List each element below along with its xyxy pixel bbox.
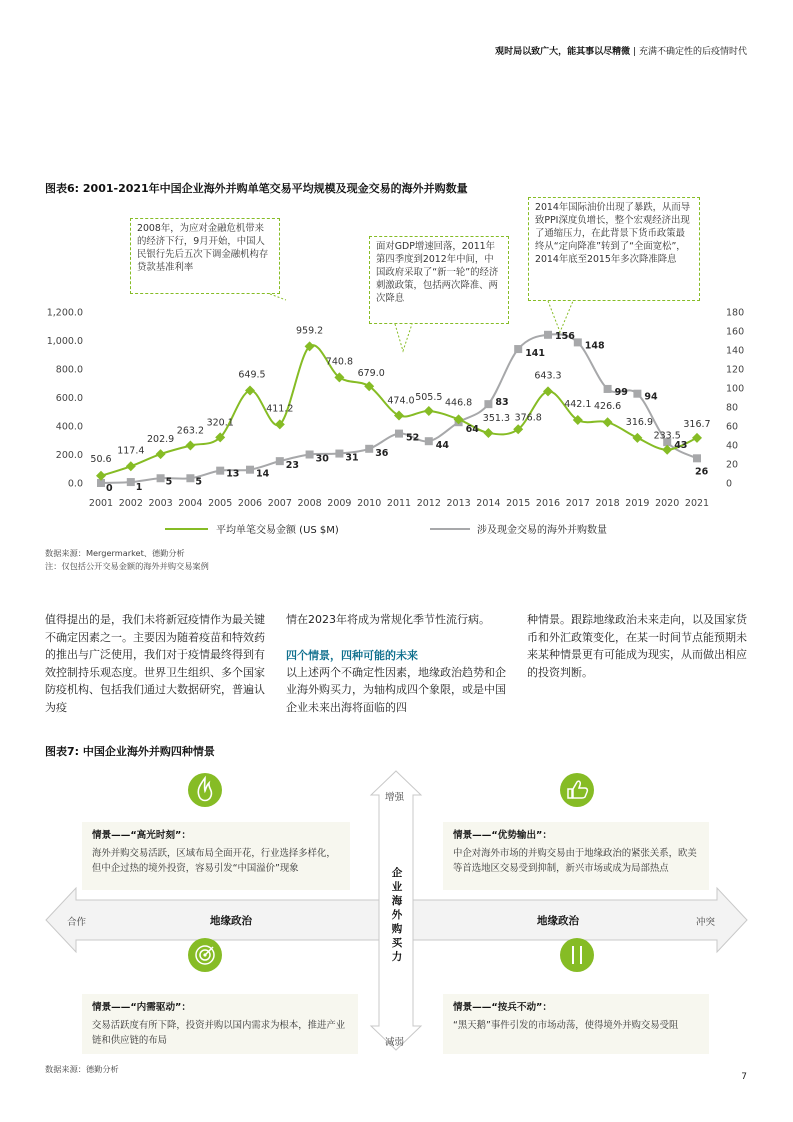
callout-2011: 面对GDP增速回落，2011年第四季度到2012年中间，中国政府采取了“新一轮”的经济刺激政策，包括两次降准、两次降息 xyxy=(369,236,509,324)
callout-pointers xyxy=(270,294,573,351)
axis-top-label: 增强 xyxy=(385,792,405,803)
x-tick-label: 2013 xyxy=(446,498,471,509)
data-point-cash-deals xyxy=(216,467,224,475)
page-number: 7 xyxy=(741,1072,747,1082)
data-label-cash-deals: 99 xyxy=(614,386,628,398)
y-right-tick-label: 160 xyxy=(726,326,745,338)
data-label-avg-deal-size: 316.9 xyxy=(625,416,654,428)
data-label-cash-deals: 0 xyxy=(106,483,113,494)
y-right-tick-label: 120 xyxy=(726,364,745,376)
data-point-avg-deal-size xyxy=(394,410,404,420)
thumbs-up-icon xyxy=(560,773,594,807)
scenario-body: 中企对海外市场的并购交易由于地缘政治的紧张关系，欧美等首选地区交易受到抑制，新兴市场或成为局部热点 xyxy=(453,848,697,874)
data-label-avg-deal-size: 202.9 xyxy=(146,434,175,446)
data-point-cash-deals xyxy=(604,385,612,393)
y-right-tick-label: 100 xyxy=(726,383,745,395)
axis-right-label: 冲突 xyxy=(696,917,716,928)
x-tick-label: 2009 xyxy=(327,498,352,509)
data-label-avg-deal-size: 442.1 xyxy=(564,399,592,411)
data-label-avg-deal-size: 649.5 xyxy=(238,369,266,381)
y-right-tick-label: 140 xyxy=(726,345,745,357)
data-point-cash-deals xyxy=(306,451,314,459)
data-point-cash-deals xyxy=(574,338,582,346)
y-left-tick-label: 200.0 xyxy=(55,450,83,461)
geopolitics-label-left: 地缘政治 xyxy=(210,915,252,927)
y-left-tick-label: 800.0 xyxy=(55,364,83,376)
data-label-avg-deal-size: 320.1 xyxy=(206,417,234,429)
x-tick-label: 2007 xyxy=(267,498,292,509)
data-point-avg-deal-size xyxy=(245,385,255,395)
y-right-tick-label: 180 xyxy=(726,307,745,319)
scenario-title: 情景——“优势输出”： xyxy=(453,830,552,841)
data-label-cash-deals: 156 xyxy=(555,330,575,342)
scenario-card-highlight xyxy=(82,822,350,890)
target-icon xyxy=(188,938,222,972)
data-point-avg-deal-size xyxy=(185,440,195,450)
callout-2008: 2008年，为应对金融危机带来的经济下行，9月开始，中国人民银行先后五次下调金融机构存贷款基准利率 xyxy=(130,218,280,294)
y-left-tick-label: 0.0 xyxy=(67,478,83,490)
x-tick-label: 2008 xyxy=(297,498,322,509)
data-point-avg-deal-size xyxy=(126,461,136,471)
data-point-avg-deal-size xyxy=(692,433,702,443)
data-label-cash-deals: 94 xyxy=(644,391,658,403)
x-tick-label: 2010 xyxy=(357,498,382,509)
x-tick-label: 2012 xyxy=(416,498,441,509)
x-tick-label: 2020 xyxy=(655,498,680,509)
data-point-cash-deals xyxy=(276,457,284,465)
x-tick-label: 2004 xyxy=(178,498,203,509)
data-label-avg-deal-size: 351.3 xyxy=(482,412,511,424)
callout-2014: 2014年国际油价出现了暴跌，从而导致PPI深度负增长，整个宏观经济出现了通缩压力，在此背景下货币政策最终从“定向降准”转到了“全面宽松”，2014年底至2015年多次降准降息 xyxy=(528,197,700,301)
y-right-tick-label: 80 xyxy=(726,402,739,414)
data-label-cash-deals: 36 xyxy=(375,447,389,459)
data-point-cash-deals xyxy=(484,400,492,408)
data-label-avg-deal-size: 411.2 xyxy=(266,403,294,415)
y-left-tick-label: 400.0 xyxy=(55,421,83,433)
data-label-avg-deal-size: 740.8 xyxy=(325,356,354,368)
data-label-avg-deal-size: 426.6 xyxy=(593,401,622,413)
data-point-cash-deals xyxy=(395,430,403,438)
x-tick-label: 2021 xyxy=(684,498,710,509)
data-label-cash-deals: 43 xyxy=(674,440,688,452)
data-point-cash-deals xyxy=(544,331,552,339)
data-label-cash-deals: 30 xyxy=(315,453,329,465)
x-tick-label: 2005 xyxy=(208,498,233,509)
figure-6-title: 图表6: 2001-2021年中国企业海外并购单笔交易平均规模及现金交易的海外并购数量 xyxy=(45,182,468,195)
data-label-avg-deal-size: 959.2 xyxy=(295,325,324,337)
y-left-tick-label: 1,000.0 xyxy=(46,336,83,347)
legend-label-cash-deals: 涉及现金交易的海外并购数量 xyxy=(477,525,607,536)
scenario-card-domestic xyxy=(82,994,358,1054)
axis-bottom-label: 减弱 xyxy=(385,1037,405,1048)
data-label-cash-deals: 31 xyxy=(345,452,359,464)
data-label-avg-deal-size: 643.3 xyxy=(534,370,562,382)
data-label-avg-deal-size: 505.5 xyxy=(415,391,443,403)
x-tick-label: 2016 xyxy=(535,498,561,509)
data-point-cash-deals xyxy=(186,474,194,482)
pause-icon xyxy=(560,938,594,972)
x-tick-label: 2011 xyxy=(386,498,412,509)
figure-7-title: 图表7: 中国企业海外并购四种情景 xyxy=(45,745,215,758)
section-heading: 四个情景，四种可能的未来 xyxy=(286,648,418,662)
figure-6-source: 数据来源：Mergermarket、德勤分析 xyxy=(45,548,185,558)
data-label-cash-deals: 5 xyxy=(195,476,203,488)
header-separator: | xyxy=(633,47,637,57)
text-column-1: 值得提出的是，我们未将新冠疫情作为最关键不确定因素之一。主要因为随着疫苗和特效药的推出与广泛使用，我们对于疫情最终得到有效控制持乐观态度。世界卫生组织、多个国家防疫机构、包括我们通过大数据研究，普遍认为疫 xyxy=(45,613,265,714)
data-label-cash-deals: 44 xyxy=(435,440,450,452)
data-point-cash-deals xyxy=(693,454,701,462)
x-tick-label: 2017 xyxy=(565,498,590,509)
scenario-body: “黑天鹅”事件引发的市场动荡，使得境外并购交易受阻 xyxy=(453,1020,679,1031)
data-label-cash-deals: 23 xyxy=(285,460,300,472)
scenario-body: 交易活跃度有所下降，投资并购以国内需求为根本，推进产业链和供应链的布局 xyxy=(92,1020,346,1046)
text-column-2: 情在2023年将成为常规化季节性流行病。 xyxy=(286,613,490,626)
data-label-cash-deals: 1 xyxy=(135,482,143,494)
data-label-avg-deal-size: 474.0 xyxy=(387,395,415,407)
data-label-cash-deals: 64 xyxy=(465,424,479,436)
purchasing-power-label: 企业海外购买力 xyxy=(391,867,403,963)
x-tick-label: 2019 xyxy=(625,498,650,509)
data-label-avg-deal-size: 446.8 xyxy=(444,397,473,409)
figure-6-note: 注：仅包括公开交易金额的海外并购交易案例 xyxy=(45,561,209,571)
data-label-avg-deal-size: 679.0 xyxy=(357,368,385,380)
scenario-title: 情景——“内需驱动”： xyxy=(92,1002,191,1013)
data-point-avg-deal-size xyxy=(543,386,553,396)
figure-7-source: 数据来源：德勤分析 xyxy=(45,1064,119,1074)
header-subtitle: 充满不确定性的后疫情时代 xyxy=(638,47,747,57)
data-point-cash-deals xyxy=(335,450,343,458)
data-label-cash-deals: 14 xyxy=(256,468,270,480)
data-label-cash-deals: 83 xyxy=(495,397,509,409)
header-title: 观时局以致广大，能其事以尽精微 xyxy=(495,47,631,57)
y-right-tick-label: 20 xyxy=(726,459,739,471)
x-tick-label: 2018 xyxy=(595,498,620,509)
x-tick-label: 2003 xyxy=(148,498,173,509)
data-point-cash-deals xyxy=(246,466,254,474)
figure-6-chart xyxy=(0,0,793,560)
data-label-cash-deals: 5 xyxy=(165,476,173,488)
data-label-cash-deals: 141 xyxy=(525,348,546,360)
data-point-cash-deals xyxy=(127,478,135,486)
callout-pointer-2014 xyxy=(548,301,573,332)
data-point-avg-deal-size xyxy=(156,449,166,459)
x-tick-label: 2002 xyxy=(118,498,143,509)
callout-pointer-2011 xyxy=(395,324,412,351)
data-label-avg-deal-size: 316.7 xyxy=(683,418,711,430)
data-label-avg-deal-size: 233.5 xyxy=(653,430,681,442)
x-tick-label: 2001 xyxy=(88,498,114,509)
x-tick-label: 2014 xyxy=(476,498,501,509)
data-point-cash-deals xyxy=(514,345,522,353)
data-point-cash-deals xyxy=(365,445,373,453)
y-right-tick-label: 40 xyxy=(726,440,739,452)
data-label-avg-deal-size: 117.4 xyxy=(117,445,145,457)
data-point-cash-deals xyxy=(633,390,641,398)
legend-label-avg-deal-size: 平均单笔交易金额 (US $M) xyxy=(216,525,339,536)
scenario-card-standstill xyxy=(443,994,709,1054)
text-column-3: 种情景。跟踪地缘政治未来走向，以及国家货币和外汇政策变化，在某一时间节点能预期未来某种情景更有可能成为现实，从而做出相应的投资判断。 xyxy=(527,613,747,679)
callout-pointer-2008 xyxy=(270,294,286,300)
data-point-avg-deal-size xyxy=(483,428,493,438)
y-left-tick-label: 1,200.0 xyxy=(46,307,83,319)
y-right-tick-label: 0 xyxy=(726,478,733,490)
geopolitics-label-right: 地缘政治 xyxy=(537,915,579,927)
data-point-avg-deal-size xyxy=(632,433,642,443)
data-label-avg-deal-size: 50.6 xyxy=(90,453,112,465)
data-label-cash-deals: 26 xyxy=(695,466,709,478)
y-left-tick-label: 600.0 xyxy=(55,393,83,404)
data-label-avg-deal-size: 376.8 xyxy=(514,412,542,424)
y-right-tick-label: 60 xyxy=(726,421,739,433)
data-point-avg-deal-size xyxy=(603,417,613,427)
data-label-avg-deal-size: 263.2 xyxy=(176,425,205,437)
scenario-title: 情景——“按兵不动”： xyxy=(453,1002,552,1013)
data-label-cash-deals: 52 xyxy=(406,432,420,444)
x-tick-label: 2006 xyxy=(237,498,263,509)
section-body: 以上述两个不确定性因素，地缘政治趋势和企业海外购买力，为轴构成四个象限，或是中国企业未来出海将面临的四 xyxy=(286,665,506,714)
scenario-body: 海外并购交易活跃，区域布局全面开花，行业选择多样化，但中企过热的境外投资，容易引发“中国溢价”现象 xyxy=(92,848,336,874)
data-point-cash-deals xyxy=(157,474,165,482)
data-label-cash-deals: 148 xyxy=(584,340,605,352)
x-tick-label: 2015 xyxy=(506,498,531,509)
scenario-card-advantage xyxy=(443,822,709,890)
data-point-avg-deal-size xyxy=(424,406,434,416)
axis-left-label: 合作 xyxy=(67,917,87,928)
data-point-cash-deals xyxy=(425,437,433,445)
flame-icon xyxy=(188,773,222,807)
data-label-cash-deals: 13 xyxy=(226,468,240,480)
scenario-title: 情景——“高光时刻”： xyxy=(92,830,191,841)
